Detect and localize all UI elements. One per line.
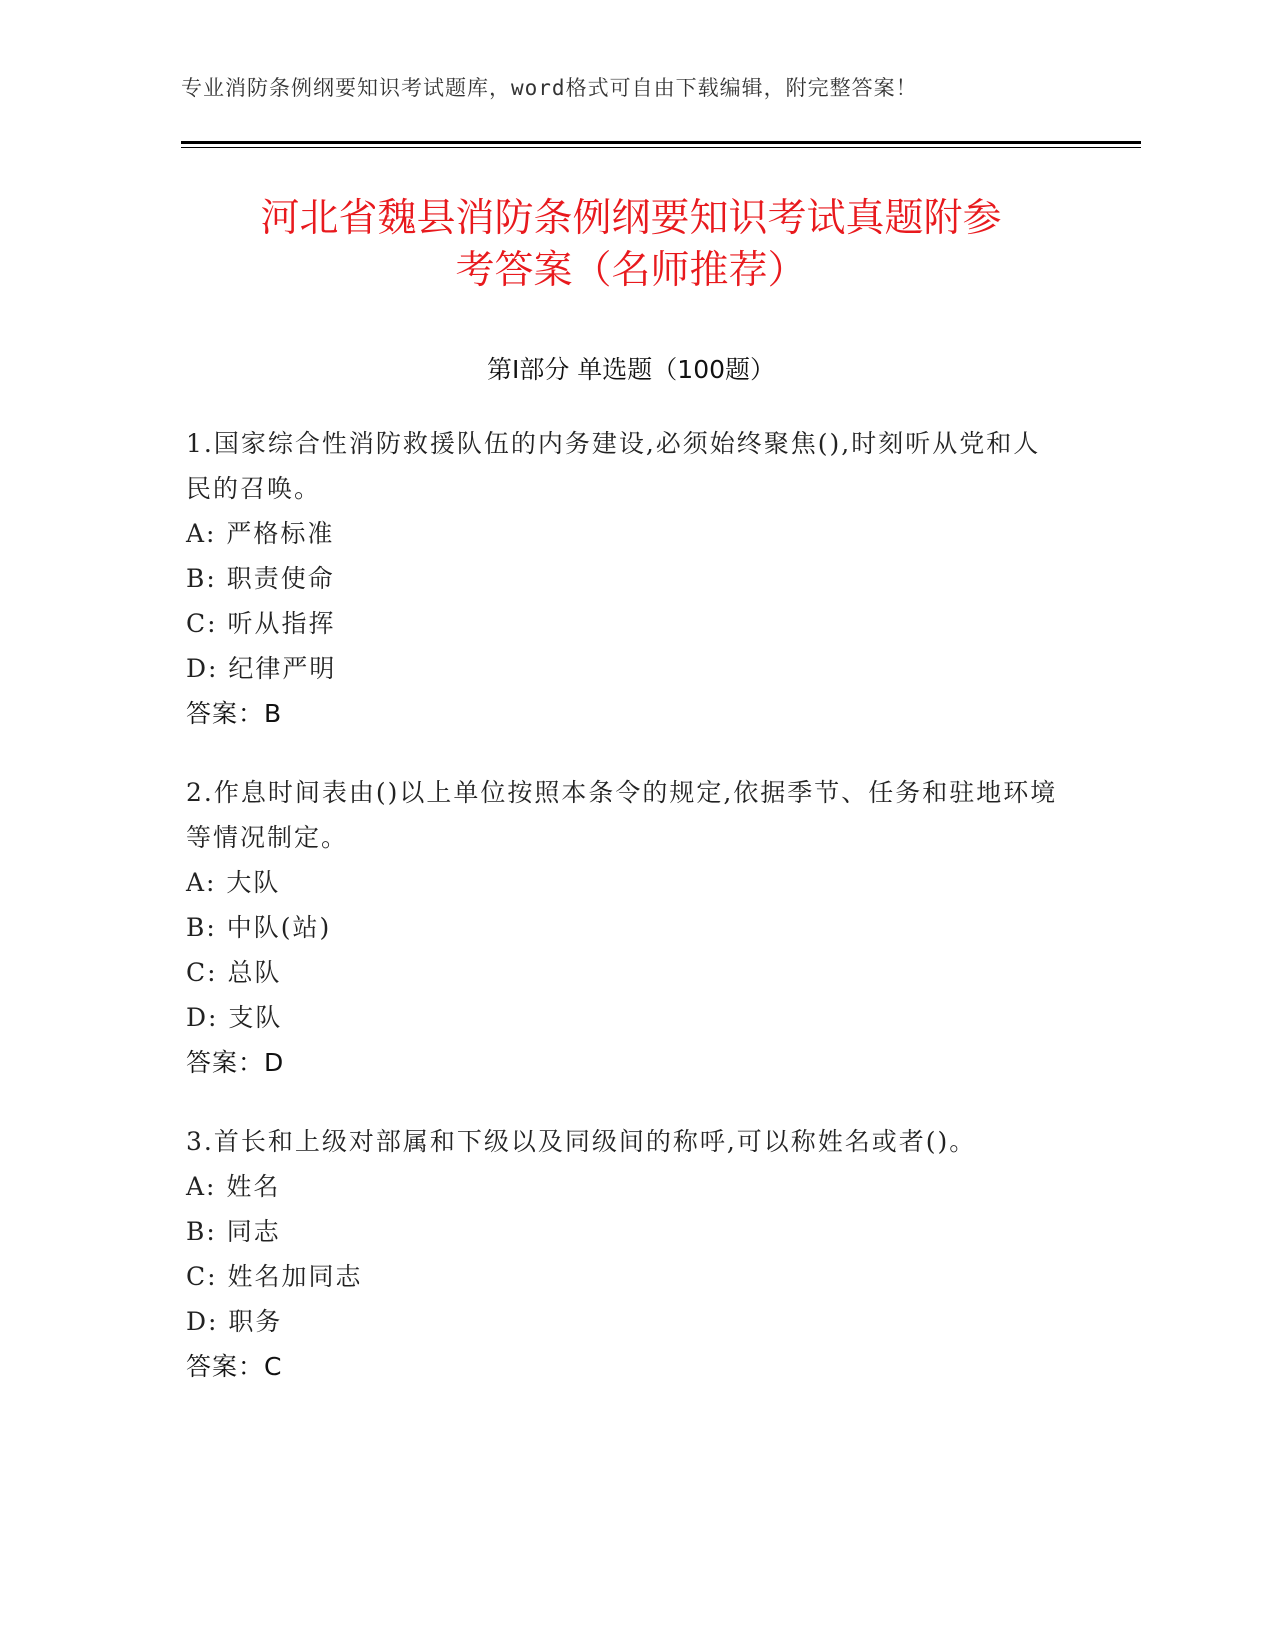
question-2: [186, 770, 1066, 1085]
question-1: [186, 421, 1066, 736]
option-a: A: 严格标准: [186, 519, 335, 548]
option-b: B: 中队(站): [186, 913, 332, 942]
question-stem: 2.作息时间表由()以上单位按照本条令的规定,依据季节、任务和驻地环境等情况制定。: [186, 778, 1058, 852]
option-b: B: 同志: [186, 1217, 281, 1246]
option-c: C: 听从指挥: [186, 609, 336, 638]
header-rule-thin: [181, 147, 1141, 148]
option-d: D: 支队: [186, 1003, 283, 1032]
section-title: 第I部分 单选题（100题）: [486, 355, 776, 384]
question-3: [186, 1119, 1066, 1389]
answer: 答案：D: [186, 1048, 285, 1077]
page-header-text: 专业消防条例纲要知识考试题库，word格式可自由下载编辑，附完整答案！: [181, 76, 918, 100]
option-d: D: 纪律严明: [186, 654, 337, 683]
header-rule-thick: [181, 141, 1141, 144]
option-a: A: 大队: [186, 868, 281, 897]
option-d: D: 职务: [186, 1307, 283, 1336]
question-stem: 1.国家综合性消防救援队伍的内务建设,必须始终聚焦(),时刻听从党和人民的召唤。: [186, 429, 1041, 503]
document-title-line-1: 河北省魏县消防条例纲要知识考试真题附参: [260, 196, 1002, 241]
document-title-line-2: 考答案（名师推荐）: [455, 248, 807, 293]
question-stem: 3.首长和上级对部属和下级以及同级间的称呼,可以称姓名或者()。: [186, 1127, 977, 1156]
answer: 答案：C: [186, 1352, 283, 1381]
option-c: C: 姓名加同志: [186, 1262, 363, 1291]
option-a: A: 姓名: [186, 1172, 281, 1201]
option-b: B: 职责使命: [186, 564, 335, 593]
document-title: [181, 193, 1081, 297]
option-c: C: 总队: [186, 958, 282, 987]
answer: 答案：B: [186, 699, 283, 728]
